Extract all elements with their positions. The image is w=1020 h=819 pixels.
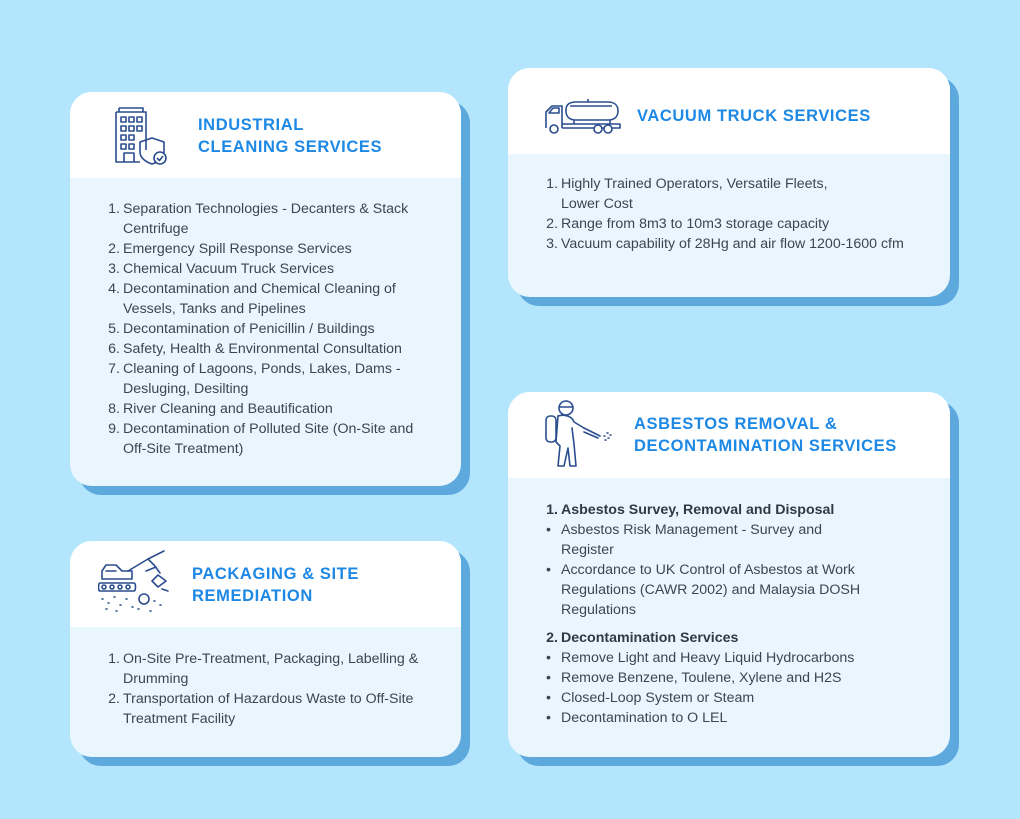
- building-shield-icon: [110, 106, 172, 166]
- industrial-card-title: INDUSTRIAL CLEANING SERVICES: [198, 116, 383, 156]
- industrial-card-header: [70, 92, 461, 178]
- list-item: • Remove Light and Heavy Liquid Hydrocarbons: [546, 650, 855, 666]
- packaging-card-header: [70, 541, 461, 627]
- asbestos-card-title: ASBESTOS REMOVAL & DECONTAMINATION SERVICES: [634, 415, 897, 455]
- list-item: 1. Separation Technologies - Decanters & Stack Centrifuge: [108, 201, 409, 237]
- packaging-card-body: [70, 627, 461, 729]
- list-item: 2. Range from 8m3 to 10m3 storage capacity: [546, 216, 830, 232]
- list-item: 5. Decontamination of Penicillin / Buildings: [108, 321, 375, 337]
- packaging-card-title: PACKAGING & SITE REMEDIATION: [192, 565, 359, 605]
- asbestos-section2-list: [514, 648, 934, 728]
- list-item: 7. Cleaning of Lagoons, Ponds, Lakes, Dams - Desluging, Desilting: [108, 361, 401, 397]
- list-item: 2. Transportation of Hazardous Waste to Off-Site Treatment Facility: [108, 691, 414, 727]
- list-item: 2. Emergency Spill Response Services: [108, 241, 352, 257]
- list-item: • Remove Benzene, Toulene, Xylene and H2S: [546, 670, 842, 686]
- packaging-card: [70, 541, 461, 757]
- list-item: 3. Chemical Vacuum Truck Services: [108, 261, 335, 277]
- list-item: 4. Decontamination and Chemical Cleaning of Vessels, Tanks and Pipelines: [108, 281, 396, 317]
- industrial-card-body: [70, 178, 461, 459]
- tanker-truck-icon: [544, 98, 624, 134]
- list-item: 9. Decontamination of Polluted Site (On-Site and Off-Site Treatment): [108, 421, 414, 457]
- hazmat-sprayer-icon: [544, 398, 614, 472]
- list-item: 3. Vacuum capability of 28Hg and air flow 1200-1600 cfm: [546, 236, 904, 252]
- list-item: • Asbestos Risk Management - Survey and Register: [546, 522, 823, 558]
- excavator-icon: [98, 549, 172, 615]
- vacuum-truck-card: [508, 68, 950, 297]
- list-item: 6. Safety, Health & Environmental Consultation: [108, 341, 402, 357]
- vacuum-card-title: VACUUM TRUCK SERVICES: [637, 107, 871, 125]
- list-item: • Closed-Loop System or Steam: [546, 690, 755, 706]
- list-item: 1. Highly Trained Operators, Versatile Fleets, Lower Cost: [546, 176, 828, 212]
- decontamination-section-heading: 2. Decontamination Services: [546, 630, 739, 646]
- list-item: 8. River Cleaning and Beautification: [108, 401, 333, 417]
- packaging-services-list: [76, 649, 437, 729]
- vacuum-card-header: [508, 68, 950, 154]
- asbestos-section1-list: [514, 520, 934, 620]
- industrial-services-list: [76, 199, 437, 459]
- list-item: 1. On-Site Pre-Treatment, Packaging, Labelling & Drumming: [108, 651, 419, 687]
- asbestos-card-body: [508, 478, 950, 728]
- vacuum-services-list: [514, 174, 934, 254]
- list-item: • Decontamination to O LEL: [546, 710, 728, 726]
- list-item: • Accordance to UK Control of Asbestos at Work Regulations (CAWR 2002) and Malaysia DOSH Regulations: [546, 562, 861, 618]
- industrial-cleaning-card: [70, 92, 461, 486]
- vacuum-card-body: [508, 154, 950, 254]
- asbestos-section-heading: 1. Asbestos Survey, Removal and Disposal: [546, 502, 835, 518]
- asbestos-card: [508, 392, 950, 757]
- asbestos-card-header: [508, 392, 950, 478]
